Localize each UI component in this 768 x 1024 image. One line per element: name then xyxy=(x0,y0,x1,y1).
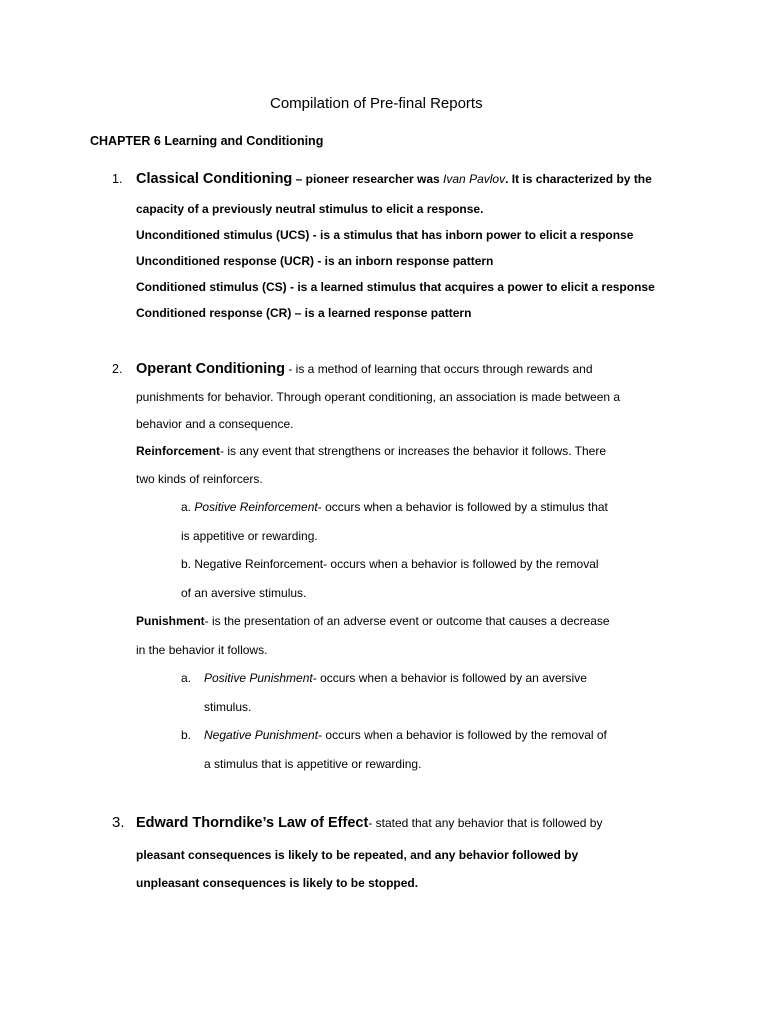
section-heading: Edward Thorndike’s Law of Effect xyxy=(136,815,369,831)
list-item-term: Negative Punishment xyxy=(204,728,319,742)
list-item-text: - occurs when a behavior is followed by the removal xyxy=(323,557,599,571)
punishment-continuation: in the behavior it follows. xyxy=(136,643,268,657)
list-item-text: - occurs when a behavior is followed by an aversive xyxy=(312,671,587,685)
punishment-text: - is the presentation of an adverse event or outcome that causes a decrease xyxy=(204,614,610,628)
definition-item: Unconditioned stimulus (UCS) - is a stimulus that has inborn power to elicit a response xyxy=(136,228,634,242)
section-intro: - stated that any behavior that is followed by xyxy=(368,816,603,830)
list-item-continuation: of an aversive stimulus. xyxy=(181,586,307,600)
list-item-continuation: is appetitive or rewarding. xyxy=(181,529,318,543)
list-item-text: - occurs when a behavior is followed by a stimulus that xyxy=(317,500,608,514)
list-item-label: b. xyxy=(181,728,192,742)
document-title: Compilation of Pre-final Reports xyxy=(270,95,483,112)
section-number: 2. xyxy=(112,362,123,376)
section-intro-continuation: unpleasant consequences is likely to be stopped. xyxy=(136,876,419,890)
definition-item: Unconditioned response (UCR) - is an inborn response pattern xyxy=(136,254,494,268)
list-item-continuation: stimulus. xyxy=(204,700,252,714)
reinforcement-text: - is any event that strengthens or increases the behavior it follows. There xyxy=(220,444,607,458)
chapter-heading: CHAPTER 6 Learning and Conditioning xyxy=(90,134,324,148)
section-number: 1. xyxy=(112,172,123,186)
list-item xyxy=(181,500,608,514)
section-intro-post: . It is characterized by the xyxy=(505,172,652,186)
list-item-term: Negative Reinforcement xyxy=(194,557,324,571)
section-intro-continuation: punishments for behavior. Through operant conditioning, an association is made between a xyxy=(136,390,621,404)
list-item xyxy=(181,557,599,571)
section-intro-continuation: behavior and a consequence. xyxy=(136,417,294,431)
section-intro-pre: – pioneer researcher was xyxy=(292,172,444,186)
definition-item: Conditioned stimulus (CS) - is a learned stimulus that acquires a power to elicit a response xyxy=(136,280,655,294)
list-item-term: Positive Reinforcement xyxy=(194,500,318,514)
list-item-text: - occurs when a behavior is followed by the removal of xyxy=(318,728,607,742)
definition-item: Conditioned response (CR) – is a learned response pattern xyxy=(136,306,472,320)
reinforcement-term: Reinforcement xyxy=(136,444,221,458)
section-number: 3. xyxy=(112,814,125,831)
section-heading: Operant Conditioning xyxy=(136,361,286,377)
list-item-term: Positive Punishment xyxy=(204,671,313,685)
list-item-continuation: a stimulus that is appetitive or rewarding. xyxy=(204,757,422,771)
list-item xyxy=(204,728,607,742)
section-heading: Classical Conditioning xyxy=(136,171,293,187)
section-intro-line xyxy=(136,360,593,378)
reinforcement-definition xyxy=(136,444,606,458)
list-item xyxy=(204,671,587,685)
list-item-label: a. xyxy=(181,500,195,514)
punishment-term: Punishment xyxy=(136,614,205,628)
section-intro-line xyxy=(136,170,652,188)
list-item-label: a. xyxy=(181,671,192,685)
punishment-definition xyxy=(136,614,610,628)
list-item-label: b. xyxy=(181,557,195,571)
section-intro: - is a method of learning that occurs through rewards and xyxy=(285,362,593,376)
section-intro-continuation: capacity of a previously neutral stimulus to elicit a response. xyxy=(136,202,484,216)
section-intro-italic: Ivan Pavlov xyxy=(443,172,506,186)
section-intro-continuation: pleasant consequences is likely to be repeated, and any behavior followed by xyxy=(136,848,579,862)
reinforcement-continuation: two kinds of reinforcers. xyxy=(136,472,263,486)
section-intro-line xyxy=(136,814,602,832)
